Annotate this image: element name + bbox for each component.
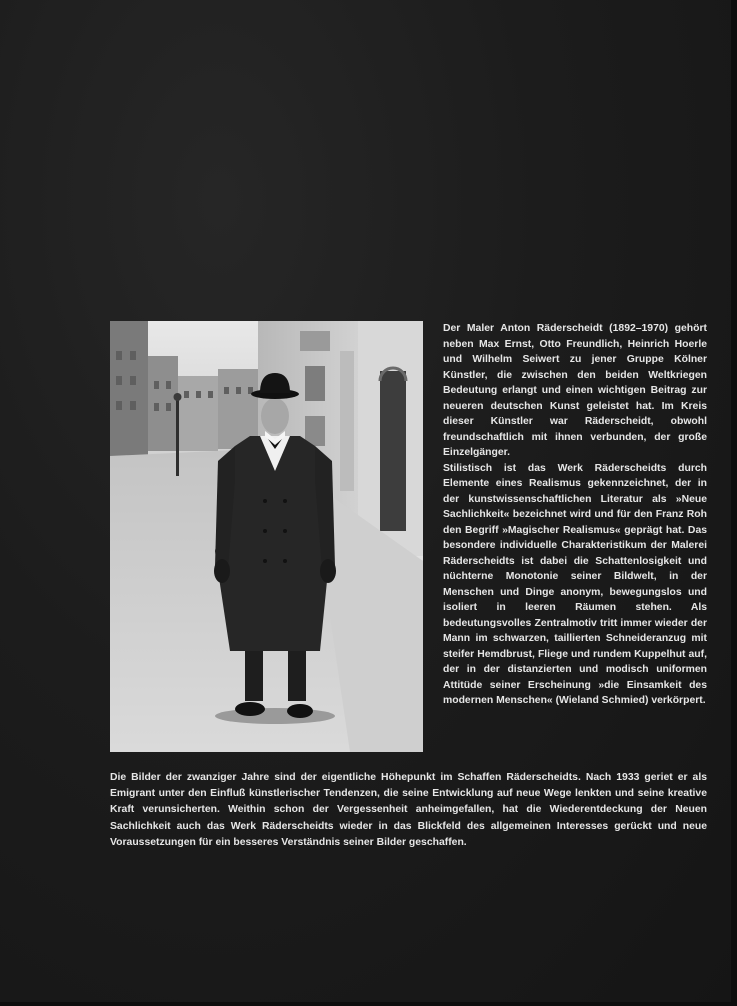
biography-paragraph-1: Der Maler Anton Räderscheidt (1892–1970) gehört neben Max Ernst, Otto Freundlich, Heinrich Hoerle und Wilhelm Seiwert zu jener Gruppe Kölner Künstler, die zwischen den beiden Weltkriegen Bedeutung erlangt und einen wichtigen Beitrag zur neueren deutschen Kunst geleistet hat. Im Kreis dieser Künstler war Räderscheidt, obwohl freundschaftlich mit ihnen verbunden, der große Einzelgänger. [443, 323, 707, 458]
biography-text-bottom [110, 770, 707, 851]
portrait-photo [110, 321, 423, 752]
biography-text-column [443, 321, 707, 709]
portrait-photo-icon [110, 321, 423, 752]
biography-paragraph-2: Stilistisch ist das Werk Räderscheidts durch Elemente eines Realismus gekennzeichnet, der in der kunstwissenschaftlichen Literatur als »Neue Sachlichkeit« bezeichnet wird und für den Franz Roh den Begriff »Magischer Realismus« geprägt hat. Das besondere individuelle Charakteristikum der Malerei Räderscheidts ist dabei die Schattenlosigkeit und nüchterne Monotonie seiner Bildwelt, in der Menschen und Dinge anonym, bewegungslos und isoliert in leeren Räumen stehen. Als bedeutungsvolles Zentralmotiv tritt immer wieder der Mann im schwarzen, taillierten Schneideranzug mit steifer Hemdbrust, Fliege und rundem Kuppelhut auf, der in der distanzierten und modisch uniformen Attitüde seiner Erscheinung »die Einsamkeit des modernen Menschen« (Wieland Schmied) verkörpert. [443, 462, 707, 706]
biography-paragraph-3: Die Bilder der zwanziger Jahre sind der eigentliche Höhepunkt im Schaffen Räderscheidts. Nach 1933 geriet er als Emigrant unter den Einfluß künstlerischer Tendenzen, die seine Entwicklung auf neue Wege lenkten und seine kreative Kraft verunsicherten. Weithin schon der Vergessenheit anheimgefallen, hat die Wiederentdeckung der Neuen Sachlichkeit auch das Werk Räderscheidts wieder in das Blickfeld des allgemeinen Interesses gerückt und neue Voraussetzungen für ein besseres Verständnis seiner Bilder geschaffen. [110, 772, 707, 848]
